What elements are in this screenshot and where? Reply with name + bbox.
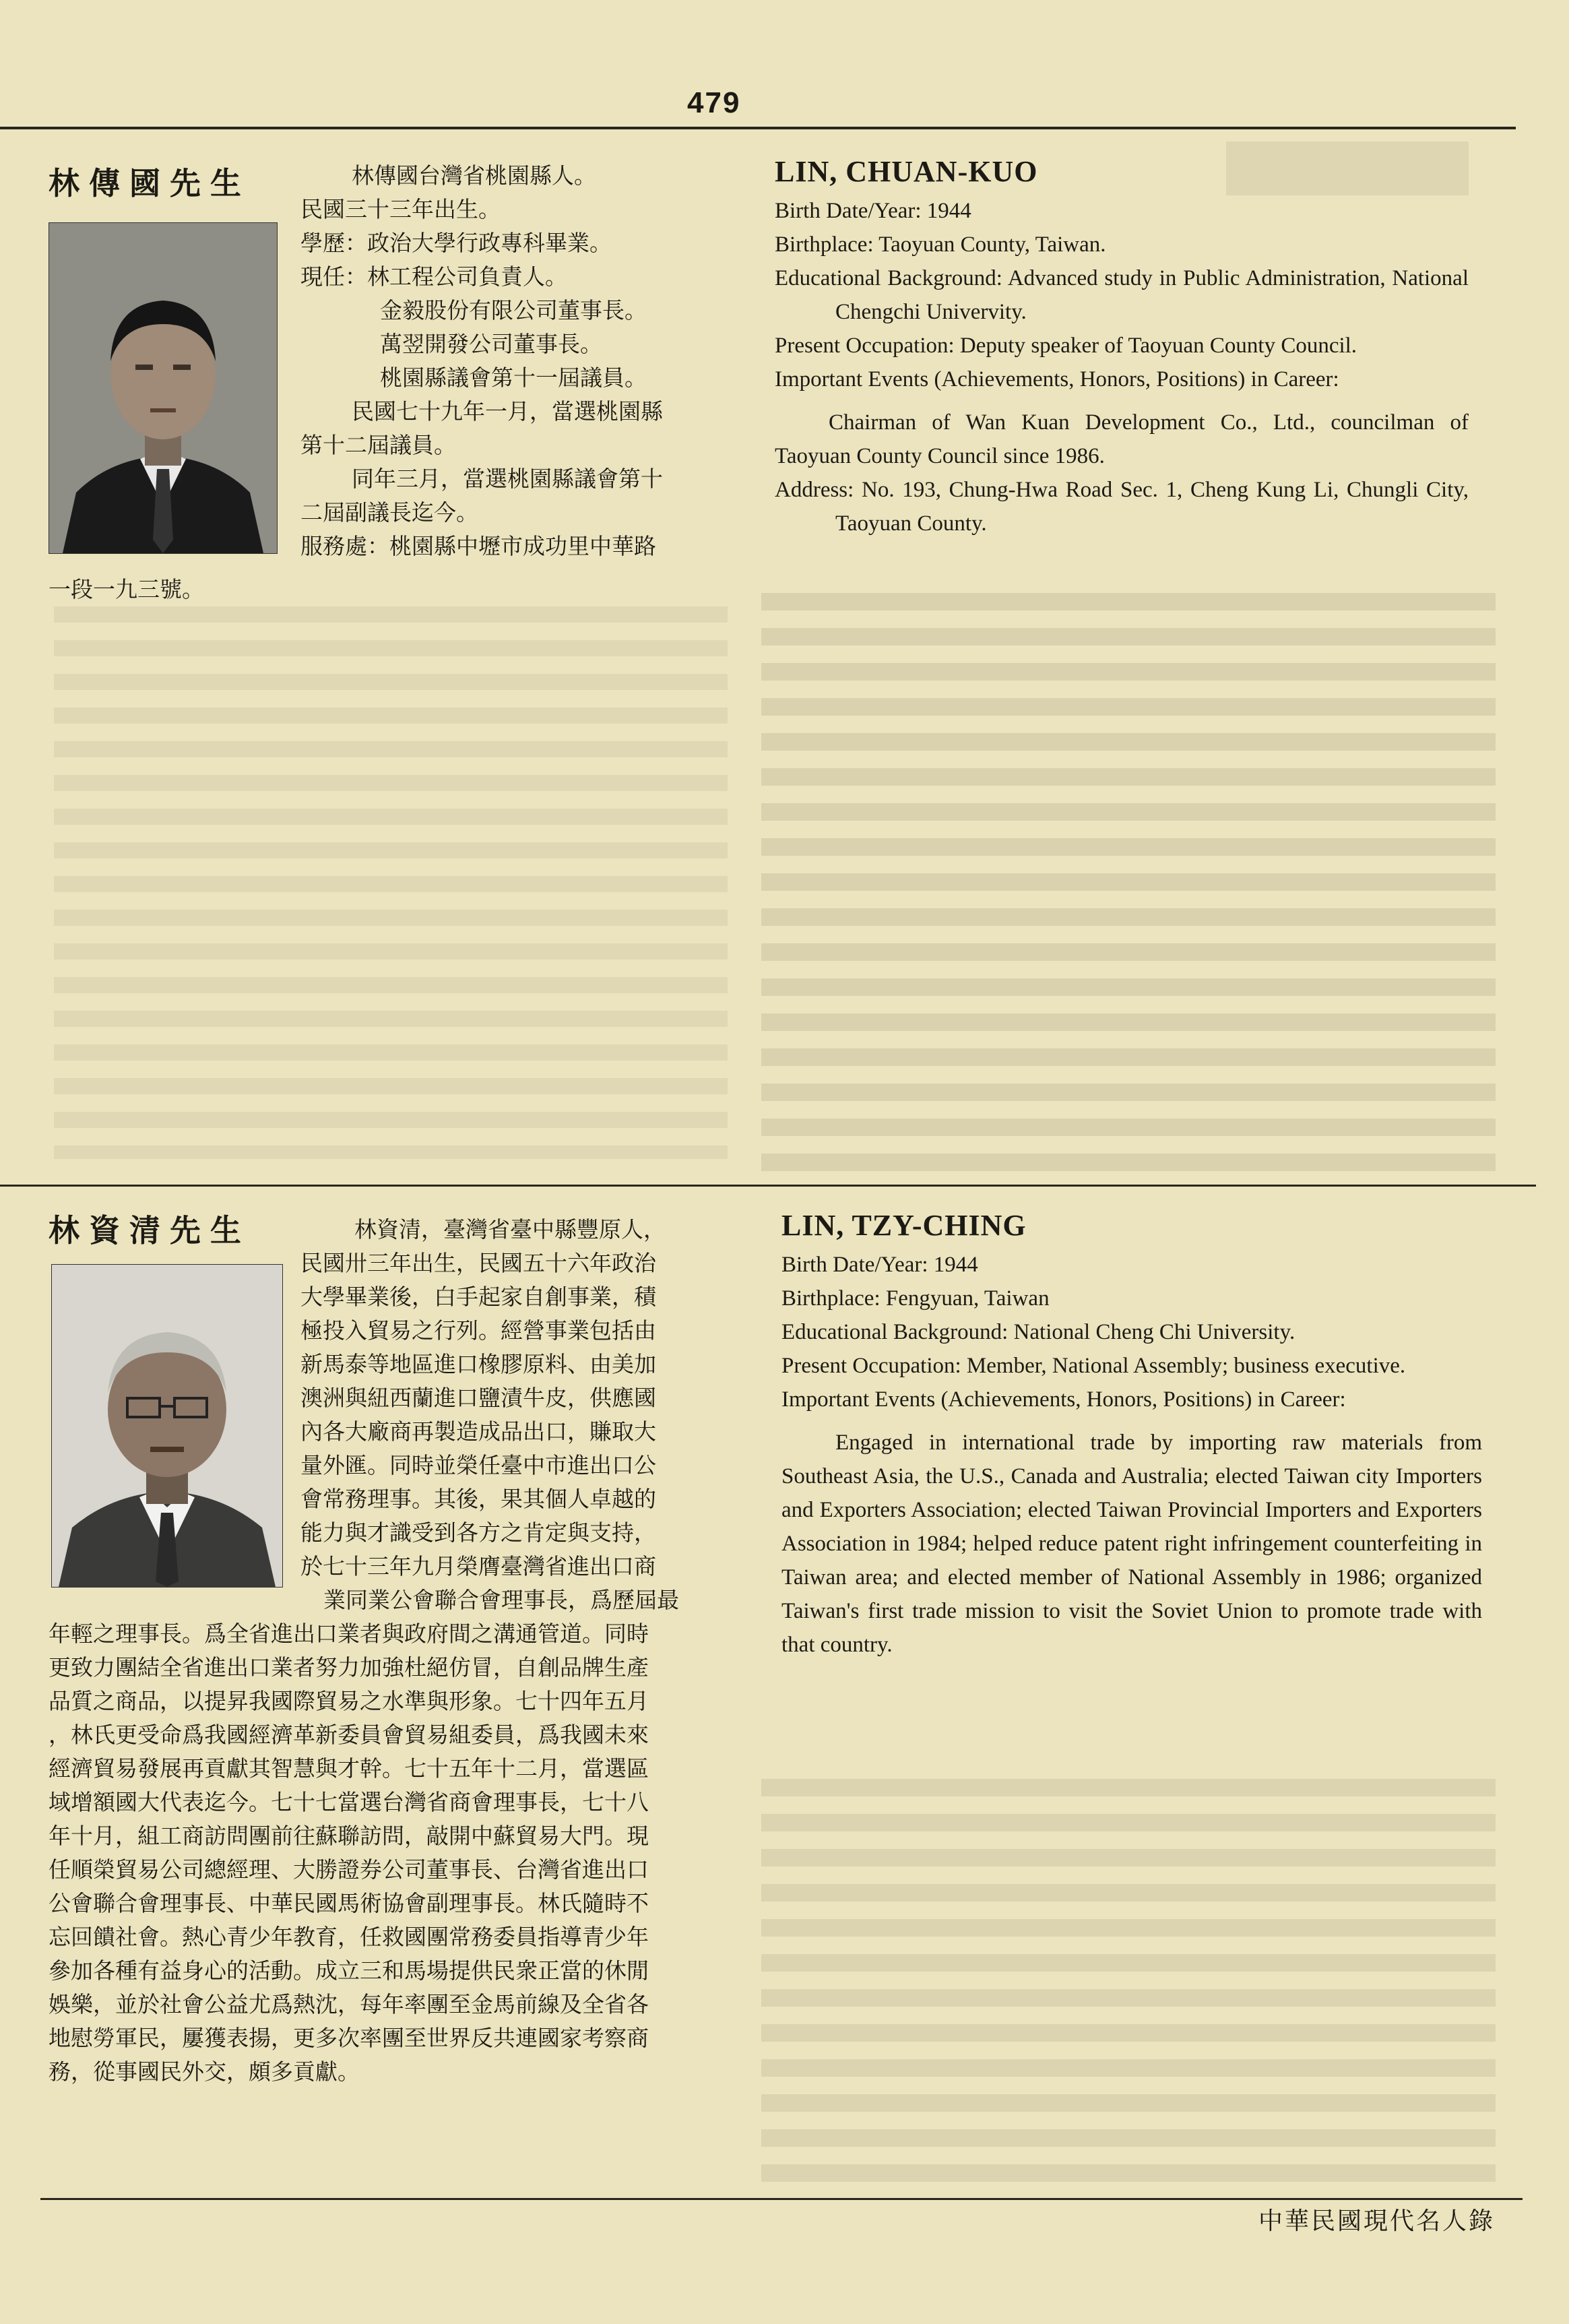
portrait-photo [49,222,278,554]
bio-line: 民國三十三年出生。 [300,196,501,222]
bio-line: 忘回饋社會。熱心青少年教育，任救國團常務委員指導青少年 [49,1924,649,1950]
bio-line: 地慰勞軍民，屢獲表揚，更多次率團至世界反共連國家考察商 [49,2025,649,2051]
photo-caption: 一段一九三號。 [49,576,204,602]
occupation: Present Occupation: Member, National Assembly; business executive. [781,1354,1406,1378]
bio-line: 金毅股份有限公司董事長。 [380,297,647,323]
entry-name-zh: 林資清先生 [49,1212,251,1249]
entry-name-en: LIN, CHUAN-KUO [775,155,1038,188]
section-rule [0,1185,1536,1187]
entry-1-english-bio [775,152,1469,540]
bio-line: 公會聯合會理事長、中華民國馬術協會副理事長。林氏隨時不 [49,1890,649,1916]
bio-line: ，林氏更受命爲我國經濟革新委員會貿易組委員，爲我國未來 [49,1722,649,1748]
bio-line: 澳洲與紐西蘭進口鹽漬牛皮，供應國 [300,1385,656,1411]
bio-line: 現任：林工程公司負責人。 [300,263,567,290]
address: Address: No. 193, Chung-Hwa Road Sec. 1, Cheng Kung Li, Chungli City, Taoyuan County. [775,478,1469,536]
bio-line: 年輕之理事長。爲全省進出口業者與政府間之溝通管道。同時 [49,1621,649,1647]
education: Educational Background: National Cheng Chi University. [781,1320,1295,1344]
events-label: Important Events (Achievements, Honors, Positions) in Career: [781,1387,1346,1412]
footer-book-title: 中華民國現代名人錄 [1258,2207,1495,2235]
portrait-photo [51,1264,283,1588]
entry-2-chinese-bio [300,1213,679,1617]
bio-line: 於七十三年九月榮膺臺灣省進出口商 [300,1553,656,1579]
bio-line: 業同業公會聯合會理事長，爲歷屆最 [323,1587,679,1613]
bio-line: 務，從事國民外交，頗多貢獻。 [49,2059,360,2085]
bio-line: 服務處：桃園縣中壢市成功里中華路 [300,533,656,559]
birthplace: Birthplace: Fengyuan, Taiwan [781,1286,1050,1311]
bio-line: 萬翌開發公司董事長。 [380,331,602,357]
bio-line: 二屆副議長迄今。 [300,499,478,526]
bleed-through-texture [761,1779,1496,2183]
bio-line: 經濟貿易發展再貢獻其智慧與才幹。七十五年十二月，當選區 [49,1755,649,1782]
occupation: Present Occupation: Deputy speaker of Taoyuan County Council. [775,334,1357,358]
portrait-illustration [52,1265,282,1587]
bio-line: 量外匯。同時並榮任臺中市進出口公 [300,1452,656,1478]
bio-line: 域增額國大代表迄今。七十七當選台灣省商會理事長，七十八 [49,1789,649,1815]
bio-line: 極投入貿易之行列。經營事業包括由 [300,1317,656,1344]
bio-line: 大學畢業後，白手起家自創事業，積 [300,1284,656,1310]
bio-line: 民國卅三年出生，民國五十六年政治 [300,1250,656,1276]
bio-line: 會常務理事。其後，果其個人卓越的 [300,1486,656,1512]
entry-2-english-bio [781,1206,1482,1662]
footer-rule [40,2198,1523,2200]
entry-1-chinese-bio [300,159,663,563]
events-label: Important Events (Achievements, Honors, Positions) in Career: [775,367,1339,391]
bio-line: 同年三月，當選桃園縣議會第十 [352,466,663,492]
education: Educational Background: Advanced study in Public Administration, National Chengchi Univervity. [775,266,1469,324]
bio-line: 學歷：政治大學行政專科畢業。 [300,230,612,256]
events-text: Engaged in international trade by importing raw materials from Southeast Asia, the U.S., Canada and Australia; elected Taiwan city Importers and Exporters Association; elected Taiwan Provincial Importers and Exporters Association in 1984; helped reduce patent right infringement counterfeiting in Taiwan area; and elected member of National Assembly in 1986; organized Taiwan's first trade mission to visit the Soviet Union to promote trade with that country. [781,1431,1482,1657]
events-text: Chairman of Wan Kuan Development Co., Ltd., councilman of Taoyuan County Council since 1986. [775,410,1469,468]
bio-line: 更致力團結全省進出口業者努力加強杜絕仿冒，自創品牌生產 [49,1654,649,1681]
entry-2-chinese-bio-full-width [49,1617,649,2089]
bio-line: 內各大廠商再製造成品出口，賺取大 [300,1418,656,1445]
bio-line: 年十月，組工商訪問團前往蘇聯訪問，敲開中蘇貿易大門。現 [49,1823,649,1849]
bio-line: 參加各種有益身心的活動。成立三和馬場提供民衆正當的休閒 [49,1957,649,1984]
header-rule [0,127,1516,129]
bio-line: 林傳國台灣省桃園縣人。 [352,162,596,189]
bio-line: 民國七十九年一月，當選桃園縣 [352,398,663,425]
portrait-illustration [49,223,277,553]
bio-line: 新馬泰等地區進口橡膠原料、由美加 [300,1351,656,1377]
bio-line: 能力與才識受到各方之肯定與支持， [300,1519,656,1546]
birth-date: Birth Date/Year: 1944 [775,199,971,223]
bio-line: 第十二屆議員。 [300,432,456,458]
birthplace: Birthplace: Taoyuan County, Taiwan. [775,232,1106,257]
bio-line: 林資清，臺灣省臺中縣豐原人， [354,1216,666,1243]
bio-line: 娛樂，並於社會公益尤爲熱沈，每年率團至金馬前線及全省各 [49,1991,649,2017]
bleed-through-texture [761,593,1496,1172]
bleed-through-texture [54,606,728,1159]
entry-name-en: LIN, TZY-CHING [781,1209,1027,1242]
bio-line: 桃園縣議會第十一屆議員。 [380,365,647,391]
page-number: 479 [687,86,741,119]
birth-date: Birth Date/Year: 1944 [781,1253,978,1277]
bio-line: 品質之商品，以提昇我國際貿易之水準與形象。七十四年五月 [49,1688,649,1714]
entry-name-zh: 林傳國先生 [49,165,251,201]
bio-line: 任順榮貿易公司總經理、大勝證券公司董事長、台灣省進出口 [49,1856,649,1883]
